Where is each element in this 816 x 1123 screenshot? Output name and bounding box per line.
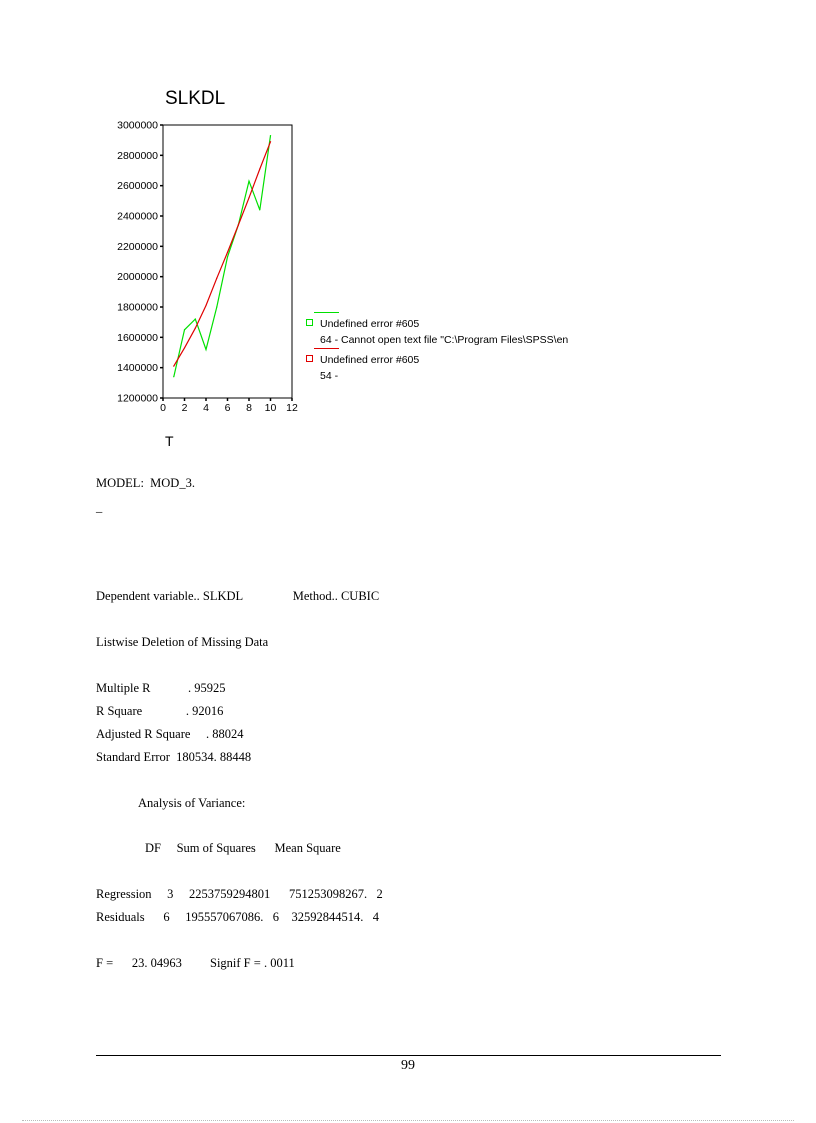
y-tick-label: 3000000: [117, 119, 158, 132]
y-tick-label: 2800000: [117, 149, 158, 162]
plot-frame: [163, 125, 292, 398]
data-point: [216, 306, 217, 307]
multiple-r-line: Multiple R . 95925: [96, 681, 226, 695]
y-tick-label: 1600000: [117, 331, 158, 344]
legend-line-green: [314, 312, 339, 313]
footer-rule: [96, 1055, 721, 1056]
data-point: [270, 141, 271, 142]
regression-row: Regression 3 2253759294801 751253098267. 2: [96, 887, 383, 901]
dash-line: _: [96, 500, 103, 514]
y-tick-label: 2200000: [117, 240, 158, 253]
x-tick-label: 6: [224, 402, 231, 414]
y-tick-label: 1400000: [117, 362, 158, 375]
legend-marker-red-icon: [306, 355, 313, 362]
data-point: [259, 168, 260, 169]
page-number: 99: [401, 1058, 415, 1073]
data-point: [227, 252, 228, 253]
x-tick-label: 12: [286, 402, 298, 414]
legend-label-continued: 64 - Cannot open text file "C:\Program Files\SPSS\en: [320, 334, 569, 346]
chart-title: SLKDL: [165, 88, 226, 109]
legend-label: Undefined error #605: [320, 354, 420, 366]
data-point: [184, 347, 185, 348]
standard-error-line: Standard Error 180534. 88448: [96, 750, 252, 764]
y-tick-label: 2000000: [117, 271, 158, 284]
dependent-variable-line: Dependent variable.. SLKDL Method.. CUBIC: [96, 589, 380, 603]
data-point: [173, 376, 174, 377]
y-tick-label: 1800000: [117, 301, 158, 314]
data-point: [184, 329, 185, 330]
series-line-fitted: [174, 142, 271, 366]
x-tick-label: 4: [203, 402, 209, 414]
y-tick-label: 2600000: [117, 180, 158, 193]
r-square-line: R Square . 92016: [96, 704, 224, 718]
data-point: [195, 328, 196, 329]
data-point: [248, 197, 249, 198]
model-line: MODEL: MOD_3.: [96, 476, 195, 490]
adjusted-r-square-line: Adjusted R Square . 88024: [96, 727, 244, 741]
data-point: [270, 135, 271, 136]
data-point: [195, 319, 196, 320]
legend-entry-red: [300, 353, 568, 368]
y-tick-label: 2400000: [117, 210, 158, 223]
x-tick-label: 8: [246, 402, 252, 414]
page-bottom-border: [22, 1120, 794, 1121]
data-point: [205, 305, 206, 306]
x-tick-label: 2: [181, 402, 188, 414]
data-point: [216, 278, 217, 279]
legend-label-continued: 54 -: [320, 370, 339, 382]
x-axis-title: T: [165, 433, 174, 449]
legend-label: Undefined error #605: [320, 318, 420, 330]
anova-title: Analysis of Variance:: [138, 796, 246, 810]
anova-header: DF Sum of Squares Mean Square: [145, 841, 341, 855]
listwise-line: Listwise Deletion of Missing Data: [96, 635, 269, 649]
legend-marker-green-icon: [306, 319, 313, 326]
data-point: [248, 181, 249, 182]
legend-entry-green: [300, 317, 568, 332]
data-point: [205, 349, 206, 350]
chart-legend: [300, 312, 568, 385]
x-tick-label: 10: [264, 402, 277, 414]
residuals-row: Residuals 6 195557067086. 6 32592844514. 4: [96, 910, 379, 924]
data-point: [238, 225, 239, 226]
data-point: [259, 209, 260, 210]
data-point: [173, 366, 174, 367]
data-point: [227, 256, 228, 257]
x-tick-label: 0: [160, 402, 166, 414]
f-statistic-line: F = 23. 04963 Signif F = . 0011: [96, 956, 295, 970]
y-tick-label: 1200000: [117, 392, 158, 405]
